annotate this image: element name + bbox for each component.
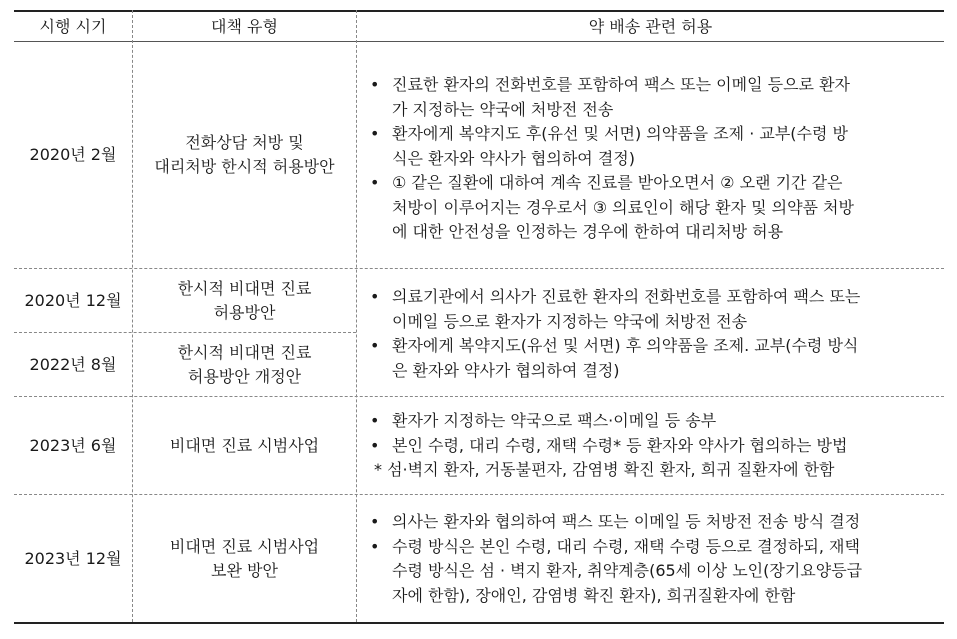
footnote: * 섬·벽지 환자, 거동불편자, 감염병 확진 환자, 희귀 질환자에 한함 bbox=[374, 460, 835, 479]
row-type bbox=[133, 333, 356, 396]
row-allowance bbox=[366, 73, 944, 245]
row-allowance bbox=[366, 510, 944, 608]
row-type-line: 전화상담 처방 및 bbox=[185, 133, 304, 152]
list-item: • 환자에게 복약지도 후(유선 및 서면) 의약품을 조제 · 교부(수령 방 식은 환자와 약사가 협의하여 결정) bbox=[366, 122, 944, 171]
row-type-line: 비대면 진료 시범사업 bbox=[169, 435, 320, 455]
column-divider bbox=[356, 10, 357, 622]
list-item: • 본인 수령, 대리 수령, 재택 수령* 등 환자와 약사가 협의하는 방법 bbox=[366, 434, 944, 459]
list-item: • 수령 방식은 본인 수령, 대리 수령, 재택 수령 등으로 결정하되, 재택 수령 방식은 섬 · 벽지 환자, 취약계층(65세 이상 노인(장기요양등급 자에 한함), 장애인, 감염병 확진 환자), 희귀질환자에 한함 bbox=[366, 535, 944, 609]
row-period: 2022년 8월 bbox=[29, 354, 117, 374]
row-type-line: 보완 방안 bbox=[211, 560, 278, 580]
row-allowance-merged bbox=[366, 285, 944, 383]
list-item: • 진료한 환자의 전화번호를 포함하여 팩스 또는 이메일 등으로 환자 가 지정하는 약국에 처방전 전송 bbox=[366, 73, 944, 122]
row-period: 2020년 2월 bbox=[29, 145, 117, 164]
header-period: 시행 시기 bbox=[39, 16, 107, 36]
list-item: • 환자가 지정하는 약국으로 팩스·이메일 등 송부 bbox=[366, 409, 944, 434]
row-period: 2020년 12월 bbox=[24, 290, 122, 310]
list-item: • 의료기관에서 의사가 진료한 환자의 전화번호를 포함하여 팩스 또는 이메일 등으로 환자가 지정하는 약국에 처방전 전송 bbox=[366, 285, 944, 334]
row-period: 2023년 12월 bbox=[24, 548, 122, 568]
row-type-line: 한시적 비대면 진료 bbox=[177, 278, 312, 298]
row-type bbox=[133, 397, 356, 494]
header-type: 대책 유형 bbox=[211, 16, 278, 36]
row-allowance bbox=[366, 409, 944, 483]
row-period: 2023년 6월 bbox=[29, 435, 117, 455]
row-type bbox=[133, 495, 356, 622]
list-item: • ① 같은 질환에 대하여 계속 진료를 받아오면서 ② 오랜 기간 같은 처방이 이루어지는 경우로서 ③ 의료인이 해당 환자 및 의약품 처방 에 대한 안전성을 인정하는 경우에 한하여 대리처방 허용 bbox=[366, 171, 944, 245]
row-type bbox=[133, 42, 356, 268]
header-allowance: 약 배송 관련 허용 bbox=[588, 16, 713, 36]
row-type-line: 한시적 비대면 진료 bbox=[177, 342, 312, 362]
row-type-line: 비대면 진료 시범사업 bbox=[169, 536, 320, 556]
list-item: • 의사는 환자와 협의하여 팩스 또는 이메일 등 처방전 전송 방식 결정 bbox=[366, 510, 944, 535]
list-item: • 환자에게 복약지도(유선 및 서면) 후 의약품을 조제. 교부(수령 방식 은 환자와 약사가 협의하여 결정) bbox=[366, 334, 944, 383]
row-type bbox=[133, 269, 356, 332]
policy-table bbox=[14, 10, 944, 624]
table-bottom-rule bbox=[14, 622, 944, 624]
row-type-line: 허용방안 개정안 bbox=[187, 366, 302, 386]
row-type-line: 대리처방 한시적 허용방안 bbox=[154, 157, 335, 176]
row-type-line: 허용방안 bbox=[213, 302, 276, 322]
